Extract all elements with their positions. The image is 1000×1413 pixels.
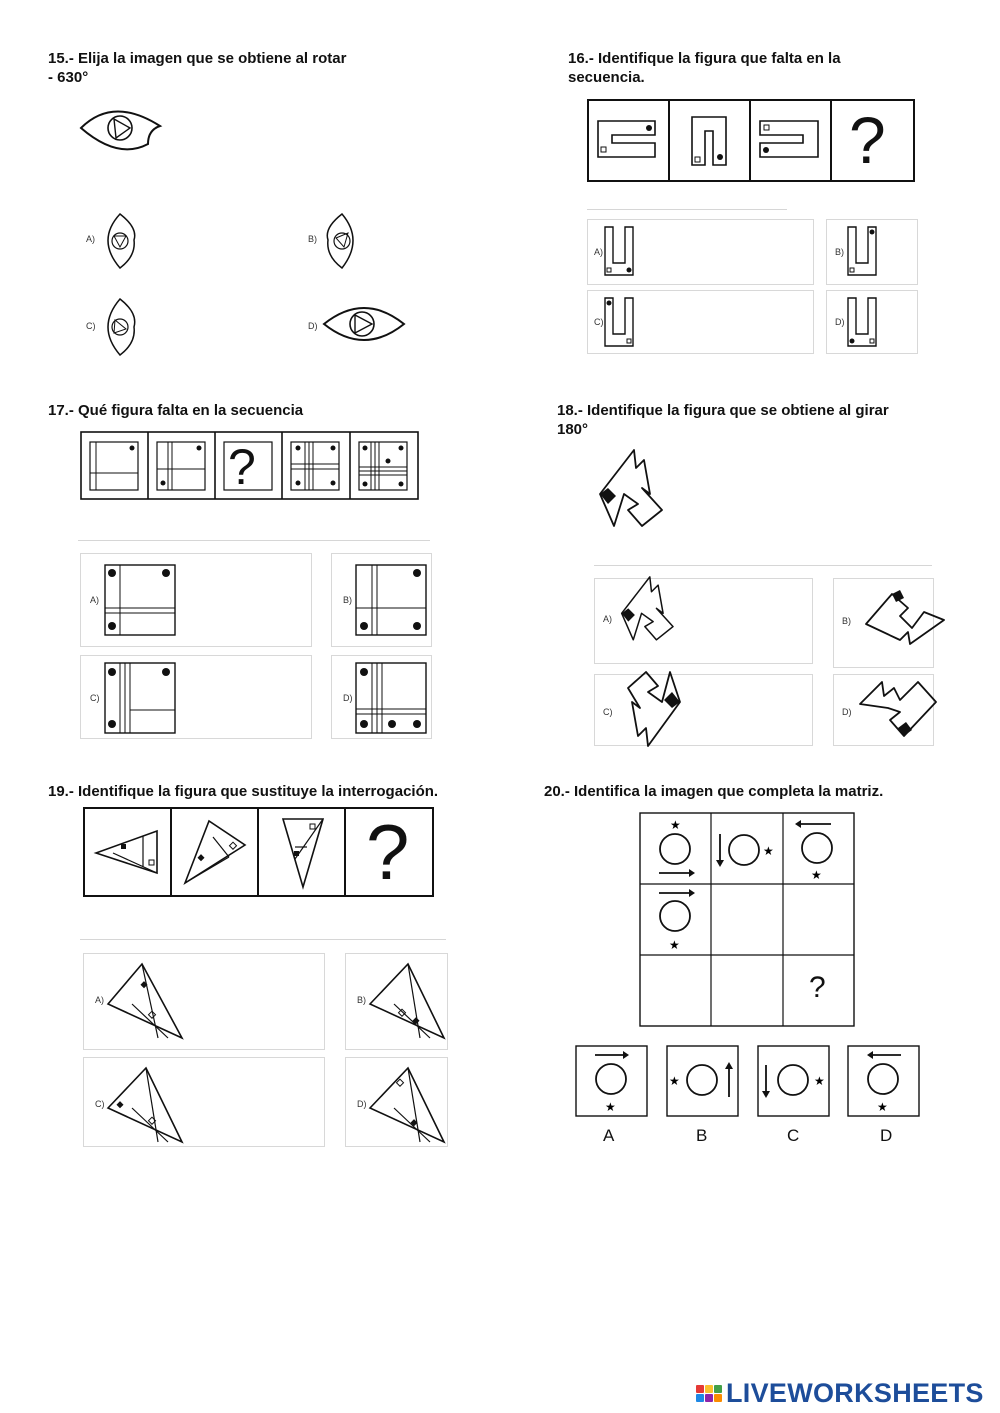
q20-choice-a-figure[interactable] xyxy=(575,1045,649,1118)
q18-option-d-label: D) xyxy=(842,707,852,717)
q19-option-c-figure xyxy=(106,1064,186,1146)
q15-option-b-figure[interactable] xyxy=(322,212,362,270)
q17-option-d-figure xyxy=(355,662,427,734)
q19-title: 19.- Identifique la figura que sustituye la interrogación. xyxy=(48,783,439,800)
q18-option-b-label: B) xyxy=(842,616,851,626)
q16-divider xyxy=(587,209,787,210)
svg-text:★: ★ xyxy=(763,844,774,858)
q20-choice-d-label: D xyxy=(880,1126,893,1145)
q17-option-a-label: A) xyxy=(90,595,99,605)
q19-question-mark: ? xyxy=(366,808,410,896)
brand-name: LIVEWORKSHEETS xyxy=(726,1378,984,1408)
q15-option-d-label: D) xyxy=(308,321,318,331)
q16-option-d-label: D) xyxy=(835,317,845,327)
q17-question-mark: ? xyxy=(228,439,256,495)
q20-choice-b-label: B xyxy=(696,1126,708,1145)
q17-divider xyxy=(78,540,430,541)
q15-title: 15.- Elija la imagen que se obtiene al rotar - 630° xyxy=(48,50,347,86)
q15-eye-figure xyxy=(78,100,164,156)
q20-choice-b-figure[interactable] xyxy=(666,1045,740,1118)
q20-question-mark: ? xyxy=(809,971,826,1004)
q20-choice-d-figure[interactable] xyxy=(847,1045,921,1118)
q18-divider xyxy=(594,565,932,566)
q15-option-b-label: B) xyxy=(308,234,317,244)
q16-option-c-figure xyxy=(603,296,637,348)
q19-divider xyxy=(80,939,446,940)
q17-option-b-label: B) xyxy=(343,595,352,605)
q19-option-d-figure xyxy=(368,1064,448,1146)
q15-option-c-figure[interactable] xyxy=(100,297,140,357)
q17-option-c-figure xyxy=(104,662,176,734)
q18-option-c-label: C) xyxy=(603,707,613,717)
q20-title: 20.- Identifica la imagen que completa la matriz. xyxy=(544,783,884,800)
svg-text:★: ★ xyxy=(669,938,680,952)
q20-choice-a-label: A xyxy=(603,1126,615,1145)
q18-option-b-figure xyxy=(864,588,946,646)
svg-text:★: ★ xyxy=(877,1100,888,1114)
q19-option-b-label: B) xyxy=(357,995,366,1005)
q19-option-a-figure xyxy=(106,960,186,1042)
q19-option-b-figure xyxy=(368,960,448,1042)
q15-option-c-label: C) xyxy=(86,321,96,331)
q16-option-a-figure xyxy=(603,225,637,277)
q16-option-b-label: B) xyxy=(835,247,844,257)
q18-option-a-figure xyxy=(620,570,678,650)
q17-option-b-figure xyxy=(355,564,427,636)
q16-option-b-figure xyxy=(846,225,880,277)
q19-option-c-label: C) xyxy=(95,1099,105,1109)
liveworksheets-logo[interactable] xyxy=(696,1378,984,1409)
svg-text:★: ★ xyxy=(670,818,681,832)
svg-text:★: ★ xyxy=(814,1074,825,1088)
q16-question-mark: ? xyxy=(849,103,886,177)
q17-option-c-label: C) xyxy=(90,693,100,703)
q16-title: 16.- Identifique la figura que falta en la secuencia. xyxy=(568,50,841,86)
q20-choice-c-label: C xyxy=(787,1126,800,1145)
q17-option-d-label: D) xyxy=(343,693,353,703)
q16-option-c-label: C) xyxy=(594,317,604,327)
q18-zigzag-figure xyxy=(598,448,668,532)
logo-mark-icon xyxy=(696,1385,722,1402)
q16-option-a-label: A) xyxy=(594,247,603,257)
q16-option-d-figure xyxy=(846,296,880,348)
q15-option-a-label: A) xyxy=(86,234,95,244)
q15-option-a-figure[interactable] xyxy=(100,212,140,270)
q18-option-a-label: A) xyxy=(603,614,612,624)
q17-title: 17.- Qué figura falta en la secuencia xyxy=(48,402,304,419)
svg-text:★: ★ xyxy=(605,1100,616,1114)
q19-option-a-label: A) xyxy=(95,995,104,1005)
q18-title: 18.- Identifique la figura que se obtiene al girar 180° xyxy=(557,402,889,438)
q18-option-c-figure xyxy=(626,668,684,748)
q15-option-d-figure[interactable] xyxy=(322,296,406,352)
svg-text:★: ★ xyxy=(811,868,822,882)
q20-choice-c-figure[interactable] xyxy=(757,1045,831,1118)
svg-text:★: ★ xyxy=(669,1074,680,1088)
q18-option-d-figure xyxy=(858,680,940,738)
q17-option-a-figure xyxy=(104,564,176,636)
q19-option-d-label: D) xyxy=(357,1099,367,1109)
